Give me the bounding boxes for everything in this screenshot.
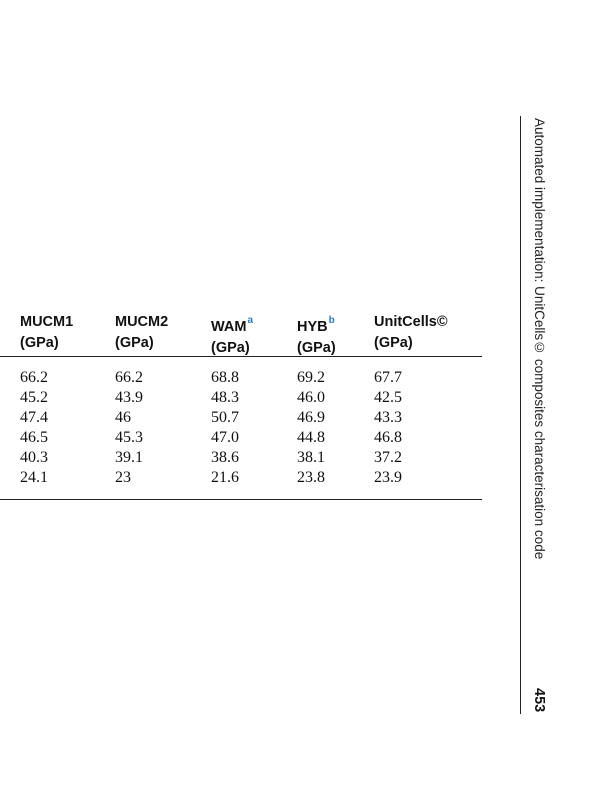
table-cell: 43.3	[374, 409, 402, 426]
table-cell: 45.2	[20, 389, 48, 406]
table-cell: 23	[115, 469, 131, 486]
table-cell: 68.8	[211, 369, 239, 386]
table-cell: 37.2	[374, 449, 402, 466]
elastic-moduli-table	[0, 306, 482, 500]
column-header-mucm1: MUCM1 (GPa)	[20, 314, 74, 351]
table-cell: 67.7	[374, 369, 402, 386]
table-row	[0, 449, 482, 467]
table-cell: 46	[115, 409, 131, 426]
table-row	[0, 389, 482, 407]
column-header-mucm2: MUCM2 (GPa)	[115, 314, 169, 351]
table-cell: 66.2	[20, 369, 48, 386]
table-cell: 38.1	[297, 449, 325, 466]
table-cell: 69.2	[297, 369, 325, 386]
table-body	[0, 357, 482, 500]
table-cell: 42.5	[374, 389, 402, 406]
table-cell: 21.6	[211, 469, 239, 486]
table-cell: 43.9	[115, 389, 143, 406]
table-row	[0, 469, 482, 487]
table-row	[0, 409, 482, 427]
table-cell: 47.0	[211, 429, 239, 446]
table-cell: 66.2	[115, 369, 143, 386]
table-cell: 40.3	[20, 449, 48, 466]
table-cell: 38.6	[211, 449, 239, 466]
footnote-marker-b: b	[328, 315, 335, 326]
table-cell: 23.9	[374, 469, 402, 486]
table-cell: 46.0	[297, 389, 325, 406]
column-header-wam: WAM$^a$ (GPa)	[211, 315, 253, 356]
table-cell: 45.3	[115, 429, 143, 446]
table-cell: 24.1	[20, 469, 48, 486]
table-cell: 46.5	[20, 429, 48, 446]
table-cell: 44.8	[297, 429, 325, 446]
column-header-unitcells: UnitCells© (GPa)	[374, 314, 448, 351]
page-number: 453	[531, 688, 547, 713]
table-cell: 46.8	[374, 429, 402, 446]
table-row	[0, 429, 482, 447]
table-row	[0, 369, 482, 387]
table-cell: 39.1	[115, 449, 143, 466]
table-header-row	[0, 306, 482, 357]
table-cell: 46.9	[297, 409, 325, 426]
running-header-title: Automated implementation: UnitCells© composites characterisation code	[532, 118, 547, 560]
running-header-rule	[520, 116, 521, 714]
table-cell: 23.8	[297, 469, 325, 486]
footnote-marker-a: a	[247, 315, 253, 326]
table-cell: 48.3	[211, 389, 239, 406]
table-cell: 47.4	[20, 409, 48, 426]
column-header-hyb: HYB$^b$ (GPa)	[297, 315, 336, 356]
table-cell: 50.7	[211, 409, 239, 426]
